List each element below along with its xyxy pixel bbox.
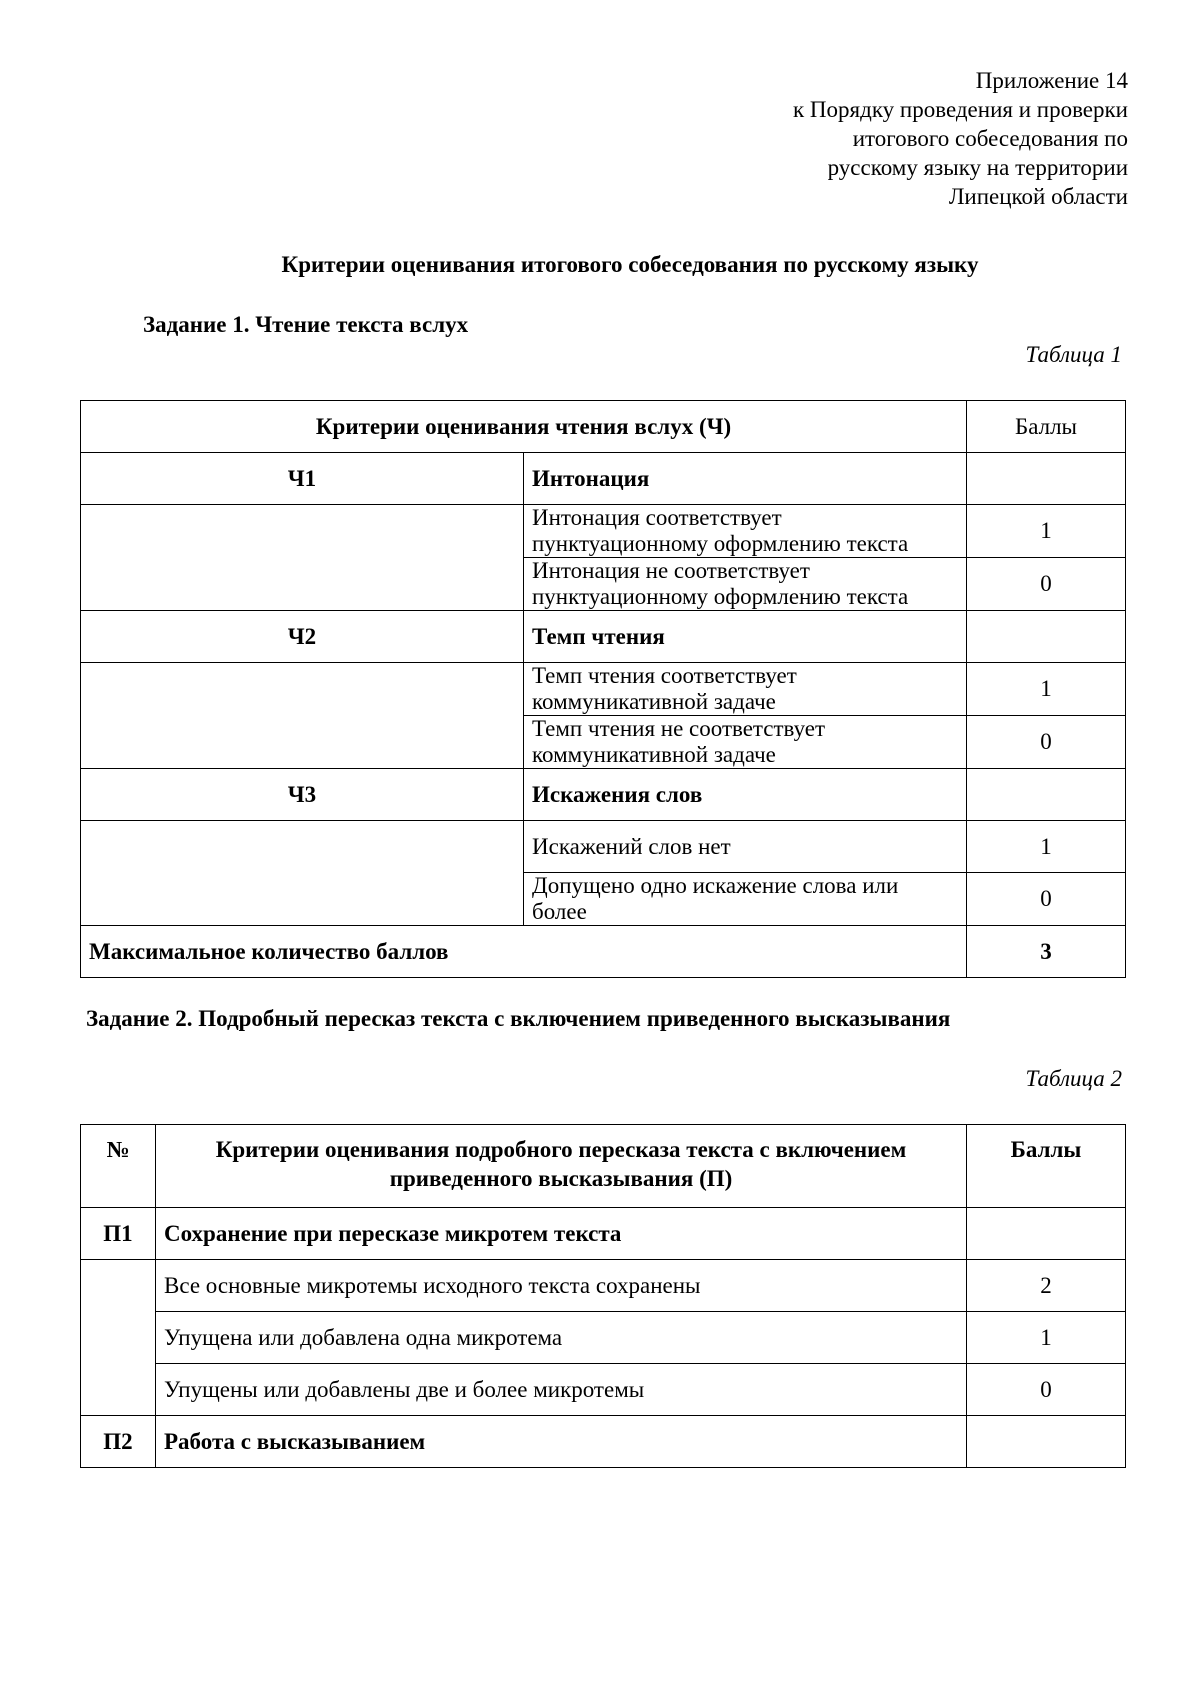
item-text: Интонация соответствует пунктуационному оформлению текста bbox=[524, 505, 967, 558]
item-text: Интонация не соответствует пунктуационному оформлению текста bbox=[524, 558, 967, 611]
item-score: 1 bbox=[967, 821, 1126, 873]
criterion-title: Искажения слов bbox=[524, 769, 967, 821]
item-text: Упущены или добавлены две и более микротемы bbox=[156, 1364, 967, 1416]
appendix-line: Приложение 14 bbox=[975, 68, 1128, 93]
item-text: Темп чтения не соответствует коммуникативной задаче bbox=[524, 716, 967, 769]
item-text: Темп чтения соответствует коммуникативной задаче bbox=[524, 663, 967, 716]
empty-code-cell bbox=[81, 663, 524, 769]
item-text: Допущено одно искажение слова или более bbox=[524, 873, 967, 926]
criterion-code: П1 bbox=[81, 1208, 156, 1260]
item-row bbox=[81, 1364, 1126, 1416]
document-title: Критерии оценивания итогового собеседования по русскому языку bbox=[281, 252, 979, 277]
appendix-note bbox=[793, 66, 1128, 211]
item-score: 0 bbox=[967, 1364, 1126, 1416]
total-label: Максимальное количество баллов bbox=[81, 926, 967, 978]
table-header-row bbox=[81, 401, 1126, 453]
group-row bbox=[81, 1208, 1126, 1260]
item-row bbox=[81, 1312, 1126, 1364]
item-score: 0 bbox=[967, 558, 1126, 611]
table1-caption: Таблица 1 bbox=[1025, 342, 1122, 367]
criterion-code: П2 bbox=[81, 1416, 156, 1468]
criteria-header: Критерии оценивания чтения вслух (Ч) bbox=[81, 401, 967, 453]
item-score: 1 bbox=[967, 1312, 1126, 1364]
appendix-line: Липецкой области bbox=[948, 184, 1128, 209]
score-cell bbox=[967, 1416, 1126, 1468]
item-score: 1 bbox=[967, 505, 1126, 558]
item-score: 0 bbox=[967, 716, 1126, 769]
item-row bbox=[81, 1260, 1126, 1312]
table2-caption: Таблица 2 bbox=[1025, 1066, 1122, 1091]
item-text: Упущена или добавлена одна микротема bbox=[156, 1312, 967, 1364]
item-row bbox=[81, 821, 1126, 873]
task1-heading: Задание 1. Чтение текста вслух bbox=[143, 312, 469, 337]
criteria-header-line: Критерии оценивания подробного пересказа текста с включением bbox=[215, 1137, 907, 1162]
group-row bbox=[81, 611, 1126, 663]
criteria-header-line: приведенного высказывания (П) bbox=[389, 1166, 733, 1191]
group-row bbox=[81, 453, 1126, 505]
group-row bbox=[81, 1416, 1126, 1468]
score-header: Баллы bbox=[967, 1125, 1126, 1208]
score-cell bbox=[967, 611, 1126, 663]
criterion-title: Сохранение при пересказе микротем текста bbox=[156, 1208, 967, 1260]
total-row bbox=[81, 926, 1126, 978]
appendix-line: к Порядку проведения и проверки bbox=[793, 97, 1128, 122]
table1-reading-criteria bbox=[80, 400, 1126, 978]
criterion-code: Ч2 bbox=[81, 611, 524, 663]
item-row bbox=[81, 505, 1126, 558]
criterion-title: Интонация bbox=[524, 453, 967, 505]
item-text: Все основные микротемы исходного текста сохранены bbox=[156, 1260, 967, 1312]
empty-code-cell bbox=[81, 505, 524, 611]
item-score: 2 bbox=[967, 1260, 1126, 1312]
item-text: Искажений слов нет bbox=[524, 821, 967, 873]
appendix-line: русскому языку на территории bbox=[827, 155, 1128, 180]
score-cell bbox=[967, 1208, 1126, 1260]
empty-code-cell bbox=[81, 1260, 156, 1416]
group-row bbox=[81, 769, 1126, 821]
item-score: 1 bbox=[967, 663, 1126, 716]
appendix-line: итогового собеседования по bbox=[852, 126, 1128, 151]
criterion-code: Ч3 bbox=[81, 769, 524, 821]
score-header: Баллы bbox=[967, 401, 1126, 453]
total-score: 3 bbox=[967, 926, 1126, 978]
table2-retelling-criteria bbox=[80, 1124, 1126, 1468]
criteria-header bbox=[156, 1125, 967, 1208]
table-header-row bbox=[81, 1125, 1126, 1208]
score-cell bbox=[967, 769, 1126, 821]
number-header: № bbox=[81, 1125, 156, 1208]
task2-heading: Задание 2. Подробный пересказ текста с включением приведенного высказывания bbox=[86, 1006, 951, 1031]
item-row bbox=[81, 663, 1126, 716]
item-score: 0 bbox=[967, 873, 1126, 926]
score-cell bbox=[967, 453, 1126, 505]
criterion-code: Ч1 bbox=[81, 453, 524, 505]
empty-code-cell bbox=[81, 821, 524, 926]
criterion-title: Работа с высказыванием bbox=[156, 1416, 967, 1468]
criterion-title: Темп чтения bbox=[524, 611, 967, 663]
